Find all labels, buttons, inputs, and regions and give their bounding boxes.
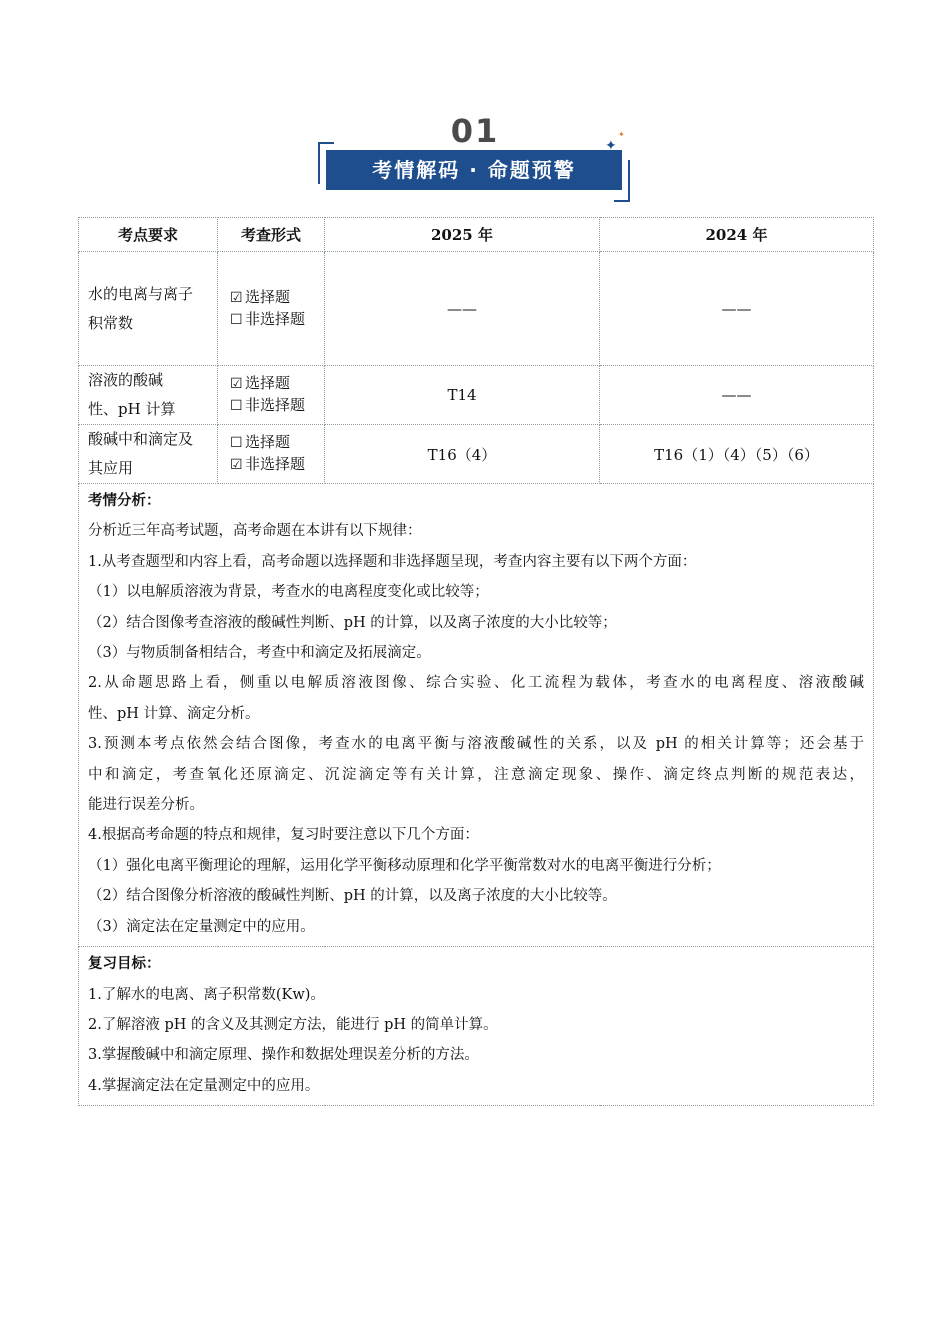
analysis-line: （3）与物质制备相结合，考查中和滴定及拓展滴定。: [88, 645, 431, 662]
analysis-line: 3.预测本考点依然会结合图像，考查水的电离平衡与溶液酸碱性的关系，以及 pH 的相关计算等；还会基于: [88, 736, 864, 753]
goal-line: 4.掌握滴定法在定量测定中的应用。: [88, 1077, 320, 1094]
analysis-title: 考情分析：: [88, 493, 161, 509]
table-header-row: [79, 218, 874, 252]
unchecked-box-icon: ☐: [230, 398, 243, 414]
analysis-line: 中和滴定，考查氧化还原滴定、沉淀滴定等有关计算，注意滴定现象、操作、滴定终点判断的规范表达，: [88, 766, 864, 783]
year-2024-cell: T16（1）（4）（5）（6）: [600, 425, 874, 484]
analysis-line: （3）滴定法在定量测定中的应用。: [88, 918, 315, 935]
sparkle-small-icon: ✦: [618, 130, 625, 139]
year-2024-cell: ——: [600, 366, 874, 425]
goals-title: 复习目标：: [88, 956, 161, 973]
sparkle-icon: ✦: [605, 138, 617, 154]
analysis-cell: [79, 484, 874, 947]
header-2025: 2025 年: [325, 218, 600, 252]
form-cell: ☑ 选择题 ☐ 非选择题: [218, 252, 325, 366]
exam-analysis-table: [78, 217, 874, 1106]
section-header: [0, 108, 950, 208]
analysis-line: 4.根据高考命题的特点和规律，复习时要注意以下几个方面：: [88, 827, 479, 844]
goals-row: [79, 947, 874, 1106]
section-banner: 考情解码 · 命题预警: [326, 150, 622, 190]
analysis-line: 1.从考查题型和内容上看，高考命题以选择题和非选择题呈现，考查内容主要有以下两个方面：: [88, 553, 697, 570]
checked-box-icon: ☑: [230, 289, 243, 306]
checked-box-icon: ☑: [230, 457, 243, 473]
goal-line: 1.了解水的电离、离子积常数(Kw)。: [88, 986, 325, 1003]
analysis-row: [79, 484, 874, 947]
unchecked-box-icon: ☐: [230, 311, 243, 328]
analysis-line: 能进行误差分析。: [88, 797, 204, 814]
header-topic: 考点要求: [79, 218, 218, 252]
year-2024-cell: ——: [600, 252, 874, 366]
analysis-line: （1）以电解质溶液为背景，考查水的电离程度变化或比较等；: [88, 584, 489, 601]
section-number: 01: [450, 112, 500, 150]
year-2025-cell: T14: [325, 366, 600, 425]
form-cell: ☑ 选择题 ☐ 非选择题: [218, 366, 325, 425]
table-row: [79, 252, 874, 366]
topic-cell: 水的电离与离子 积常数: [79, 252, 218, 366]
unchecked-box-icon: ☐: [230, 435, 243, 451]
analysis-line: 性、pH 计算、滴定分析。: [88, 705, 260, 722]
analysis-line: （1）强化电离平衡理论的理解，运用化学平衡移动原理和化学平衡常数对水的电离平衡进行分析；: [88, 857, 721, 874]
year-2025-cell: T16（4）: [325, 425, 600, 484]
table-row: [79, 366, 874, 425]
table-row: [79, 425, 874, 484]
year-2025-cell: ——: [325, 252, 600, 366]
analysis-line: （2）结合图像分析溶液的酸碱性判断、pH 的计算，以及离子浓度的大小比较等。: [88, 888, 617, 905]
analysis-line: 分析近三年高考试题，高考命题在本讲有以下规律：: [88, 523, 422, 540]
form-cell: ☐ 选择题 ☑ 非选择题: [218, 425, 325, 484]
header-form: 考查形式: [218, 218, 325, 252]
goal-line: 2.了解溶液 pH 的含义及其测定方法，能进行 pH 的简单计算。: [88, 1016, 498, 1033]
analysis-line: 2.从命题思路上看，侧重以电解质溶液图像、综合实验、化工流程为载体，考查水的电离程度、溶液酸碱: [88, 675, 864, 692]
topic-cell: 酸碱中和滴定及 其应用: [79, 425, 218, 484]
topic-cell: 溶液的酸碱 性、pH 计算: [79, 366, 218, 425]
goal-line: 3.掌握酸碱中和滴定原理、操作和数据处理误差分析的方法。: [88, 1047, 479, 1064]
checked-box-icon: ☑: [230, 376, 243, 392]
goals-cell: [79, 947, 874, 1106]
header-2024: 2024 年: [600, 218, 874, 252]
analysis-line: （2）结合图像考查溶液的酸碱性判断、pH 的计算，以及离子浓度的大小比较等；: [88, 614, 617, 631]
